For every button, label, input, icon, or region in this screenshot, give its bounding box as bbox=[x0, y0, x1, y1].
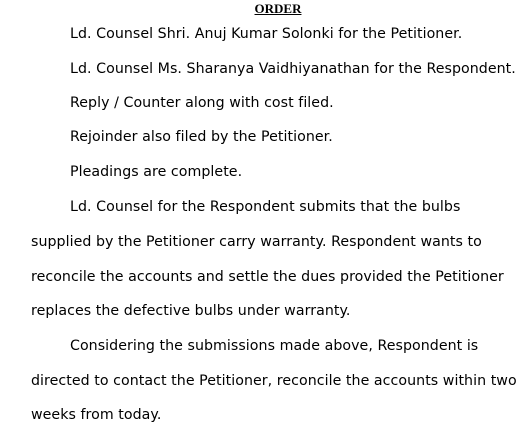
paragraph-rejoinder: Rejoinder also filed by the Petitioner. bbox=[70, 129, 333, 145]
paragraph-pleadings: Pleadings are complete. bbox=[70, 164, 243, 180]
paragraph-counsel-respondent: Ld. Counsel Ms. Sharanya Vaidhiyanathan for the Respondent. bbox=[70, 61, 516, 77]
text-line: Ld. Counsel for the Respondent submits that the bulbs bbox=[70, 199, 461, 215]
text-line: weeks from today. bbox=[31, 407, 162, 423]
text-line: supplied by the Petitioner carry warranty. Respondent wants to bbox=[31, 234, 482, 250]
text-line: Considering the submissions made above, Respondent is bbox=[70, 338, 479, 354]
paragraph-reply-counter: Reply / Counter along with cost filed. bbox=[70, 95, 334, 111]
text-line: reconcile the accounts and settle the dues provided the Petitioner bbox=[31, 269, 504, 285]
document-title: ORDER bbox=[254, 1, 302, 16]
paragraph-counsel-petitioner: Ld. Counsel Shri. Anuj Kumar Solonki for the Petitioner. bbox=[70, 26, 463, 42]
text-line: directed to contact the Petitioner, reconcile the accounts within two bbox=[31, 373, 517, 389]
text-line: replaces the defective bulbs under warranty. bbox=[31, 303, 351, 319]
